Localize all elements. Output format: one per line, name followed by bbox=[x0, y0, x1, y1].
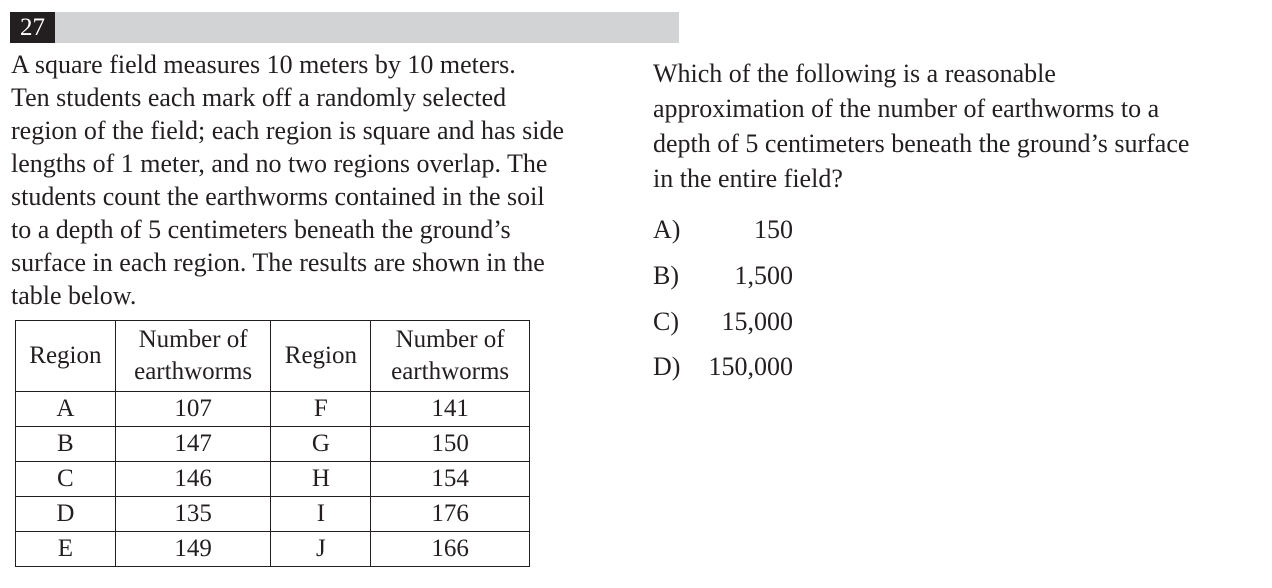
earthworm-table bbox=[15, 320, 530, 567]
question-prompt bbox=[653, 56, 1265, 196]
header-region: Region bbox=[271, 321, 371, 392]
choice-letter: D) bbox=[653, 352, 681, 381]
stem-line: table below. bbox=[11, 281, 137, 310]
header-count bbox=[115, 321, 271, 392]
answer-choice-d[interactable] bbox=[653, 350, 793, 384]
prompt-line: Which of the following is a reasonable bbox=[653, 59, 1056, 88]
header-count-line1: Number of bbox=[138, 326, 248, 353]
stem-line: lengths of 1 meter, and no two regions overlap. The bbox=[11, 149, 548, 178]
table-row bbox=[16, 462, 530, 497]
stem-line: A square field measures 10 meters by 10 meters. bbox=[11, 50, 516, 79]
region-cell: C bbox=[16, 462, 116, 497]
header-count-line1: Number of bbox=[395, 326, 505, 353]
question-stem bbox=[11, 48, 636, 312]
count-cell: 166 bbox=[371, 532, 530, 567]
count-cell: 135 bbox=[115, 497, 271, 532]
stem-line: students count the earthworms contained in the soil bbox=[11, 182, 545, 211]
region-cell: A bbox=[16, 392, 116, 427]
count-cell: 141 bbox=[371, 392, 530, 427]
header-count-line2: earthworms bbox=[391, 358, 510, 385]
region-cell: D bbox=[16, 497, 116, 532]
choice-value: 150,000 bbox=[708, 352, 793, 381]
stem-line: Ten students each mark off a randomly selected bbox=[11, 83, 507, 112]
region-cell: E bbox=[16, 532, 116, 567]
count-cell: 176 bbox=[371, 497, 530, 532]
stem-line: to a depth of 5 centimeters beneath the ground’s bbox=[11, 215, 511, 244]
count-cell: 150 bbox=[371, 427, 530, 462]
choice-letter: B) bbox=[653, 261, 679, 290]
question-number: 27 bbox=[10, 12, 55, 43]
count-cell: 107 bbox=[115, 392, 271, 427]
count-cell: 154 bbox=[371, 462, 530, 497]
answer-choice-b[interactable] bbox=[653, 259, 793, 293]
table-header-row bbox=[16, 321, 530, 392]
count-cell: 146 bbox=[115, 462, 271, 497]
region-cell: F bbox=[271, 392, 371, 427]
region-cell: G bbox=[271, 427, 371, 462]
table-row bbox=[16, 392, 530, 427]
table-row bbox=[16, 427, 530, 462]
region-cell: B bbox=[16, 427, 116, 462]
table-row bbox=[16, 497, 530, 532]
choice-letter: A) bbox=[653, 215, 681, 244]
prompt-line: approximation of the number of earthworms to a bbox=[653, 94, 1160, 123]
prompt-line: in the entire field? bbox=[653, 164, 843, 193]
table-row bbox=[16, 532, 530, 567]
region-cell: J bbox=[271, 532, 371, 567]
choice-value: 150 bbox=[754, 215, 793, 244]
count-cell: 149 bbox=[115, 532, 271, 567]
question-header-bar bbox=[10, 12, 679, 43]
region-cell: H bbox=[271, 462, 371, 497]
answer-choice-c[interactable] bbox=[653, 305, 793, 339]
count-cell: 147 bbox=[115, 427, 271, 462]
stem-line: region of the field; each region is square and has side bbox=[11, 116, 565, 145]
header-region: Region bbox=[16, 321, 116, 392]
choice-value: 1,500 bbox=[734, 261, 793, 290]
header-count-line2: earthworms bbox=[134, 358, 253, 385]
header-count bbox=[371, 321, 530, 392]
prompt-line: depth of 5 centimeters beneath the ground’s surface bbox=[653, 129, 1190, 158]
region-cell: I bbox=[271, 497, 371, 532]
stem-line: surface in each region. The results are shown in the bbox=[11, 248, 545, 277]
choice-value: 15,000 bbox=[721, 307, 793, 336]
choice-letter: C) bbox=[653, 307, 679, 336]
answer-choice-a[interactable] bbox=[653, 213, 793, 247]
